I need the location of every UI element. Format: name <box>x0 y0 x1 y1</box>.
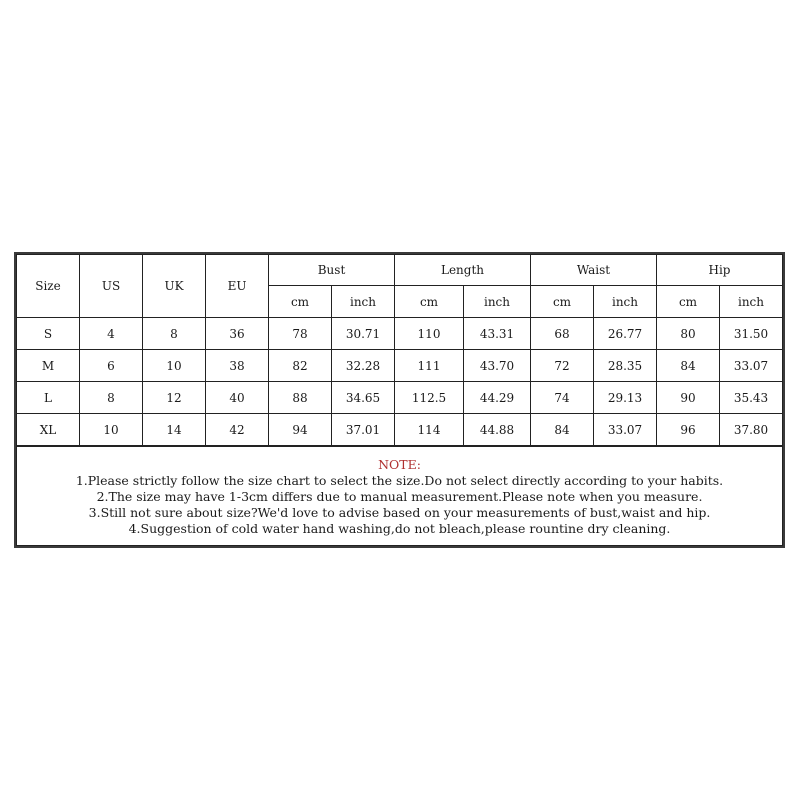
cell-waist-inch: 28.35 <box>593 349 657 382</box>
cell-us: 10 <box>79 413 143 446</box>
cell-waist-inch: 33.07 <box>593 413 657 446</box>
cell-size: L <box>16 381 80 414</box>
cell-uk: 12 <box>142 381 206 414</box>
cell-us: 4 <box>79 317 143 350</box>
cell-bust-cm: 88 <box>268 381 332 414</box>
cell-eu: 40 <box>205 381 269 414</box>
cell-hip-cm: 96 <box>656 413 720 446</box>
header-unit-hip-inch: inch <box>719 285 783 318</box>
cell-length-cm: 112.5 <box>394 381 464 414</box>
cell-waist-cm: 68 <box>530 317 594 350</box>
cell-size: XL <box>16 413 80 446</box>
header-unit-length-inch: inch <box>463 285 531 318</box>
cell-us: 6 <box>79 349 143 382</box>
header-hip: Hip <box>656 254 783 286</box>
header-eu: EU <box>205 254 269 318</box>
cell-waist-cm: 74 <box>530 381 594 414</box>
note-title: NOTE: <box>378 457 421 472</box>
cell-uk: 8 <box>142 317 206 350</box>
cell-eu: 38 <box>205 349 269 382</box>
cell-bust-cm: 78 <box>268 317 332 350</box>
cell-uk: 14 <box>142 413 206 446</box>
cell-bust-inch: 32.28 <box>331 349 395 382</box>
cell-hip-inch: 33.07 <box>719 349 783 382</box>
note-line-3: 3.Still not sure about size?We'd love to advise based on your measurements of bust,waist and hip. <box>88 505 711 520</box>
cell-length-inch: 43.31 <box>463 317 531 350</box>
cell-hip-cm: 90 <box>656 381 720 414</box>
cell-waist-inch: 29.13 <box>593 381 657 414</box>
header-us: US <box>79 254 143 318</box>
cell-length-cm: 114 <box>394 413 464 446</box>
cell-us: 8 <box>79 381 143 414</box>
cell-size: S <box>16 317 80 350</box>
cell-hip-cm: 84 <box>656 349 720 382</box>
header-size: Size <box>16 254 80 318</box>
cell-hip-inch: 37.80 <box>719 413 783 446</box>
note-line-2: 2.The size may have 1-3cm differs due to manual measurement.Please note when you measure. <box>96 489 703 504</box>
cell-hip-inch: 31.50 <box>719 317 783 350</box>
header-unit-waist-inch: inch <box>593 285 657 318</box>
cell-length-cm: 110 <box>394 317 464 350</box>
cell-bust-inch: 34.65 <box>331 381 395 414</box>
header-waist: Waist <box>530 254 657 286</box>
header-unit-hip-cm: cm <box>656 285 720 318</box>
cell-waist-cm: 72 <box>530 349 594 382</box>
note-line-1: 1.Please strictly follow the size chart to select the size.Do not select directly according to your habits. <box>75 473 724 488</box>
cell-eu: 42 <box>205 413 269 446</box>
note-line-4: 4.Suggestion of cold water hand washing,do not bleach,please rountine dry cleaning. <box>128 521 671 536</box>
cell-uk: 10 <box>142 349 206 382</box>
header-bust: Bust <box>268 254 395 286</box>
header-length: Length <box>394 254 531 286</box>
cell-length-inch: 43.70 <box>463 349 531 382</box>
header-unit-bust-cm: cm <box>268 285 332 318</box>
cell-bust-cm: 94 <box>268 413 332 446</box>
cell-length-cm: 111 <box>394 349 464 382</box>
cell-length-inch: 44.88 <box>463 413 531 446</box>
cell-hip-cm: 80 <box>656 317 720 350</box>
header-uk: UK <box>142 254 206 318</box>
cell-length-inch: 44.29 <box>463 381 531 414</box>
cell-bust-inch: 30.71 <box>331 317 395 350</box>
cell-waist-inch: 26.77 <box>593 317 657 350</box>
header-unit-waist-cm: cm <box>530 285 594 318</box>
cell-hip-inch: 35.43 <box>719 381 783 414</box>
size-notes <box>16 446 783 546</box>
cell-bust-inch: 37.01 <box>331 413 395 446</box>
cell-size: M <box>16 349 80 382</box>
cell-waist-cm: 84 <box>530 413 594 446</box>
cell-eu: 36 <box>205 317 269 350</box>
header-unit-length-cm: cm <box>394 285 464 318</box>
header-unit-bust-inch: inch <box>331 285 395 318</box>
cell-bust-cm: 82 <box>268 349 332 382</box>
